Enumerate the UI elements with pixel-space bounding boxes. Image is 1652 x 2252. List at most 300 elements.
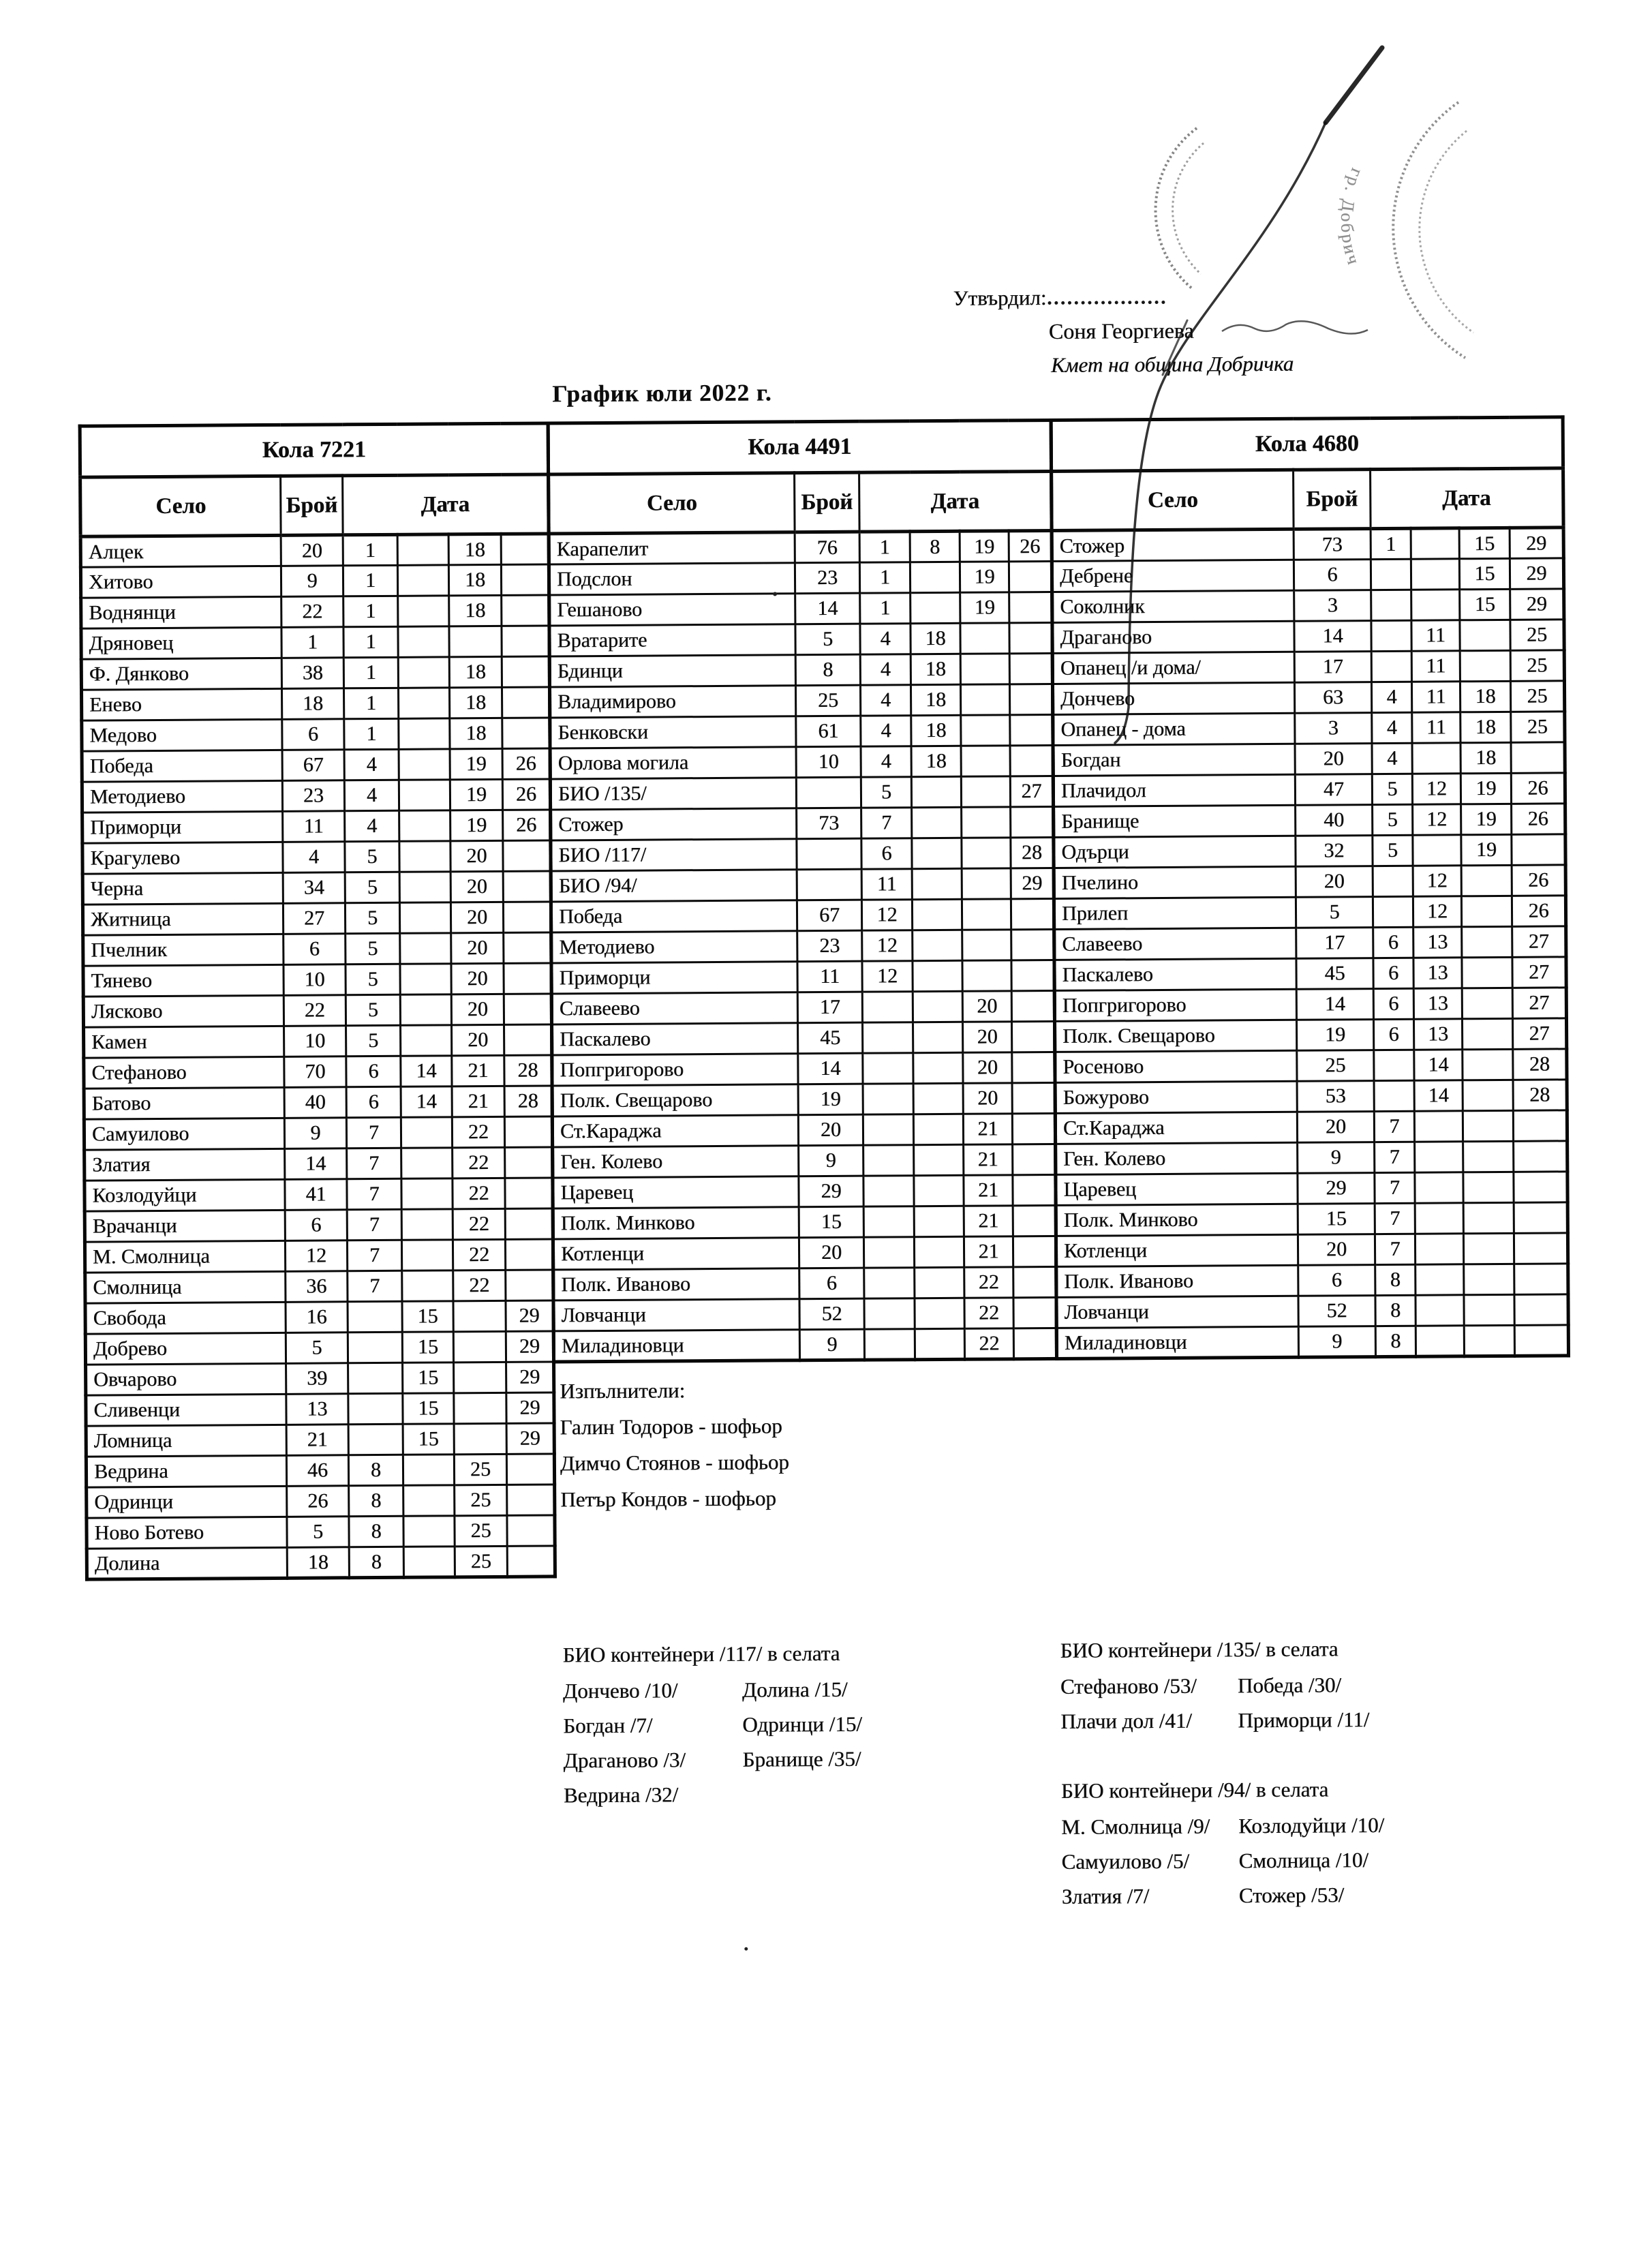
table-row [552,1082,1055,1116]
date-cell: 19 [960,592,1009,623]
date-cell: 7 [861,808,912,838]
date-cell [403,1485,455,1516]
village-cell: Ломница [86,1425,286,1457]
approval-line [953,283,1165,311]
village-cell: Крагулево [82,842,283,874]
table-row [86,1362,554,1395]
table-row [86,1393,554,1426]
table-row [549,622,1052,656]
date-cell: 27 [1512,957,1566,988]
date-cell [1013,1297,1056,1328]
date-cell: 20 [450,871,503,902]
date-cell [1411,559,1459,590]
date-cell: 14 [401,1086,452,1117]
date-cell: 29 [1510,558,1563,589]
count-cell: 40 [284,1087,346,1119]
date-cell: 20 [962,991,1011,1022]
date-cell [403,1516,455,1547]
date-cell [913,960,962,991]
count-cell: 15 [1298,1204,1375,1235]
approver-role: Кмет на община Добричка [1051,351,1294,377]
date-cell [348,1363,403,1393]
village-cell: Победа [551,900,797,932]
table-row [1056,1233,1567,1267]
date-cell [1371,559,1411,590]
date-cell [912,838,962,868]
count-cell: 20 [799,1237,863,1268]
date-cell [913,1022,963,1052]
count-cell: 20 [1295,744,1372,775]
date-cell: 22 [453,1270,506,1300]
count-cell: 23 [797,930,862,962]
date-cell: 8 [349,1485,403,1516]
table-row [87,1485,555,1518]
date-cell: 12 [862,961,913,992]
date-cell [502,626,549,656]
date-cell [501,534,549,564]
date-cell: 20 [450,902,503,932]
date-cell: 20 [963,1083,1012,1114]
date-cell [1412,743,1460,774]
date-cell [1371,620,1411,651]
column-header-row [549,471,1052,534]
date-cell [1463,1080,1513,1110]
count-cell: 27 [283,903,345,934]
date-cell: 29 [506,1300,553,1331]
column-header-date: Дата [343,474,549,535]
table-row [553,1174,1056,1208]
date-cell: 5 [1373,804,1413,835]
date-cell: 29 [506,1331,553,1362]
count-cell: 20 [281,535,343,566]
table-row [553,1328,1056,1362]
table-row [549,530,1052,564]
count-cell: 76 [795,532,859,563]
date-cell [1460,650,1510,681]
count-cell [796,777,861,808]
table-row [552,1052,1055,1086]
table-row [549,684,1052,718]
scan-speck [773,592,777,596]
count-cell: 5 [795,624,860,655]
date-cell: 7 [1375,1172,1415,1203]
date-cell [913,1083,963,1114]
table-row [84,1116,552,1150]
village-cell: Стожер [551,808,797,840]
table-row [550,776,1053,810]
table-row [553,1266,1056,1300]
date-cell [400,994,451,1025]
date-cell: 18 [449,595,502,626]
date-cell [403,1455,454,1485]
date-cell [507,1485,555,1515]
table-row [549,561,1052,595]
bio-village-item: Богдан /7/ [563,1713,653,1738]
date-cell: 1 [343,534,397,565]
date-cell [1463,1049,1513,1080]
count-cell: 9 [1298,1326,1375,1358]
date-cell [961,776,1010,807]
table-row [1055,1080,1567,1114]
date-cell [399,780,450,810]
village-cell: БИО /117/ [551,839,797,871]
date-cell [1009,592,1052,622]
column-header-village: Село [549,473,795,534]
date-cell [397,534,448,565]
bio-village-item: Дончево /10/ [562,1678,678,1703]
date-cell [397,565,448,596]
village-cell: Прилеп [1054,897,1296,929]
count-cell: 5 [287,1517,349,1548]
table-row [1055,1049,1567,1083]
date-cell [507,1546,555,1577]
date-cell: 1 [859,532,910,562]
count-cell: 8 [795,654,860,686]
date-cell: 29 [1011,868,1054,898]
date-cell [1513,1110,1567,1141]
table-row [82,718,550,751]
date-cell [1464,1294,1514,1325]
date-cell: 25 [455,1546,507,1577]
date-cell [1514,1264,1568,1294]
table-row [83,994,551,1027]
bio-village-item: Плачи дол /41/ [1060,1708,1192,1733]
table-row [87,1515,555,1549]
village-cell: Методиево [82,780,282,812]
count-cell: 47 [1295,774,1372,806]
date-cell [1416,1295,1464,1326]
date-cell: 12 [1413,866,1461,896]
date-cell [912,899,962,930]
date-cell: 29 [506,1362,554,1393]
date-cell: 25 [1510,650,1564,681]
table-row [80,564,549,598]
date-cell [401,1178,453,1209]
count-cell: 6 [799,1268,864,1299]
bio-village-item: Смолница /10/ [1238,1848,1368,1873]
date-cell: 11 [861,869,912,900]
table-row [1056,1202,1567,1236]
date-cell: 15 [1459,558,1510,589]
date-cell [398,657,449,688]
table-row [1056,1264,1568,1298]
date-cell: 4 [860,685,911,716]
date-cell: 19 [960,531,1009,562]
count-cell: 3 [1295,713,1372,744]
village-cell: Вратарите [549,624,795,656]
date-cell [1013,1144,1056,1174]
date-cell: 27 [1512,988,1566,1018]
table-row [82,902,551,935]
date-cell [1416,1264,1464,1295]
count-cell: 67 [282,750,344,781]
date-cell [503,902,551,932]
column-header-count: Брой [795,472,860,532]
date-cell [1414,1111,1463,1142]
date-cell: 12 [1413,896,1461,927]
count-cell: 26 [287,1486,349,1517]
village-cell: Пчелино [1054,866,1296,898]
date-cell [1009,653,1052,684]
bio-village-item: Стожер /53/ [1238,1883,1345,1908]
date-cell: 21 [964,1236,1013,1267]
date-cell [915,1267,964,1298]
date-cell: 12 [861,900,912,930]
date-cell [1013,1328,1056,1358]
count-cell: 63 [1294,682,1371,714]
date-cell: 4 [1372,712,1412,743]
table-row [553,1144,1056,1178]
bio-village-item: Долина /15/ [741,1677,848,1702]
village-cell: Бдинци [549,655,795,687]
village-cell: Дончево [1052,682,1294,714]
date-cell: 22 [452,1116,504,1147]
date-cell [1374,1050,1414,1080]
count-cell: 19 [798,1084,863,1115]
table-row [1054,988,1566,1022]
table-row [82,810,551,843]
date-cell [505,1178,553,1208]
village-cell: Миладиновци [1056,1326,1298,1358]
count-cell: 9 [1298,1142,1375,1174]
date-cell [914,1175,964,1206]
date-cell: 26 [1009,530,1052,561]
table-row [86,1423,554,1457]
table-row [553,1205,1056,1239]
date-cell: 13 [1413,958,1462,988]
count-cell: 10 [284,964,346,996]
date-cell: 19 [1461,804,1512,834]
date-cell: 7 [1375,1142,1415,1172]
date-cell: 11 [1411,620,1460,651]
date-cell [1514,1141,1567,1172]
date-cell: 21 [452,1086,504,1116]
date-cell: 1 [344,718,399,749]
count-cell: 12 [285,1241,347,1272]
village-cell: Соколник [1052,590,1294,622]
date-cell [453,1331,506,1362]
count-cell: 9 [799,1329,864,1360]
village-cell: Тянево [83,964,284,996]
date-cell [863,1237,914,1268]
date-cell [914,1144,964,1175]
date-cell: 5 [345,902,399,933]
count-cell: 52 [799,1298,864,1330]
date-cell [910,562,960,592]
column-header-count: Брой [281,476,343,536]
date-cell [401,1240,453,1270]
count-cell: 40 [1296,805,1373,836]
village-cell: Попгригорово [1054,989,1296,1021]
village-cell: Хитово [80,566,281,598]
village-cell: Орлова могила [550,747,796,779]
count-cell: 29 [1298,1173,1375,1204]
date-cell [402,1270,453,1301]
date-cell: 29 [1510,528,1563,558]
count-cell: 45 [798,1022,863,1054]
date-cell [506,1270,553,1300]
table-row [84,1055,552,1089]
date-cell: 19 [1461,834,1512,865]
date-cell: 12 [1413,804,1461,835]
count-cell: 25 [1297,1050,1374,1082]
village-cell: Житница [82,903,283,935]
date-cell: 18 [1460,681,1510,712]
date-cell: 20 [451,994,504,1024]
count-cell: 41 [285,1179,347,1211]
bio-containers-94-block [1061,1770,1385,1914]
date-cell: 20 [450,840,503,871]
date-cell [403,1547,455,1577]
date-cell: 20 [452,1024,504,1055]
date-cell: 29 [506,1423,554,1454]
car-title: Кола 4680 [1051,417,1563,472]
date-cell [1009,622,1052,653]
date-cell: 18 [448,564,501,595]
date-cell [1013,1236,1056,1266]
village-cell: Бранище [1054,805,1296,837]
count-cell: 1 [281,627,343,658]
date-cell: 18 [911,684,960,715]
date-cell: 29 [1510,589,1564,620]
village-cell: Енево [81,688,281,720]
village-cell: Врачанци [85,1210,285,1242]
table-row [1052,558,1563,592]
village-cell: Полк. Иваново [553,1268,799,1300]
count-cell: 4 [283,842,345,873]
date-cell: 28 [1011,837,1054,868]
village-cell: Самуилово [84,1118,284,1150]
table-row [553,1297,1056,1331]
date-cell: 8 [349,1547,403,1577]
count-cell: 9 [281,566,343,597]
date-cell [1463,1233,1514,1264]
executor-name: Петър Кондов - шофьор [560,1486,776,1512]
date-cell: 26 [502,748,550,779]
date-cell: 25 [455,1515,507,1546]
date-cell [960,654,1009,684]
table-row [83,932,551,966]
date-cell: 19 [960,562,1009,592]
bio-village-item: Одринци /15/ [742,1711,862,1737]
count-cell: 19 [1296,1020,1373,1051]
date-cell [914,1206,964,1236]
date-cell [913,1114,963,1144]
date-cell: 5 [345,841,399,872]
village-cell: Методиево [551,931,797,963]
table-row [1054,834,1565,868]
car-title-row [80,423,548,477]
date-cell [1512,834,1565,865]
count-cell: 11 [283,811,345,842]
date-cell [1011,806,1054,837]
date-cell [863,1022,913,1053]
village-cell: Опанец /и дома/ [1052,652,1294,684]
date-cell [915,1298,964,1328]
date-cell: 1 [343,657,398,688]
count-cell: 20 [1296,866,1373,898]
schedule-table-kola-4491 [547,419,1058,1364]
village-cell: Стефаново [84,1056,284,1089]
village-cell: Ловчанци [1056,1296,1298,1328]
count-cell: 14 [1294,621,1371,652]
date-cell [1373,896,1413,927]
village-cell: Славеево [551,992,797,1024]
count-cell: 17 [1296,928,1373,959]
date-cell [398,626,449,657]
village-cell: Полк. Минково [1056,1204,1298,1236]
date-cell [863,1176,914,1206]
table-row [81,656,549,690]
date-cell: 18 [911,654,960,684]
village-cell: Приморци [82,811,283,843]
date-cell [401,1025,452,1056]
date-cell: 21 [452,1055,504,1086]
date-cell [1415,1142,1463,1172]
bio-village-item: Бранище /35/ [742,1746,861,1771]
village-cell: БИО /135/ [550,778,796,810]
date-cell: 15 [403,1363,454,1393]
date-cell: 4 [344,749,399,780]
date-cell [1012,1082,1055,1113]
date-cell [1464,1325,1514,1356]
date-cell [862,992,913,1022]
table-row [1053,742,1565,776]
date-cell: 5 [346,964,400,994]
village-cell: Полк. Минково [553,1207,799,1239]
date-cell: 28 [1513,1049,1567,1080]
table-row [85,1270,553,1303]
date-cell [1415,1234,1463,1264]
date-cell: 4 [861,716,911,746]
date-cell: 18 [911,746,961,776]
date-cell [962,807,1011,838]
table-row [1056,1294,1568,1328]
date-cell: 26 [1512,804,1565,834]
date-cell: 19 [450,810,503,840]
date-cell: 1 [343,688,398,718]
signature-dotted-line [1047,283,1165,305]
date-cell [503,840,551,871]
date-cell [1415,1203,1463,1234]
car-title: Кола 7221 [80,423,548,477]
date-cell [1011,898,1054,929]
date-cell: 26 [502,779,550,810]
table-row [1053,773,1565,807]
date-cell [501,564,549,595]
date-cell: 14 [1414,1080,1463,1111]
date-cell: 8 [349,1516,403,1547]
bio-village-item: Стефаново /53/ [1060,1673,1197,1699]
date-cell: 6 [1373,1019,1413,1050]
date-cell [502,687,549,718]
count-cell: 45 [1296,958,1373,990]
date-cell [863,1145,914,1176]
date-cell [1371,590,1411,620]
executors-block [560,1371,789,1517]
village-cell: Бенковски [550,716,796,748]
date-cell: 1 [859,562,910,593]
date-cell: 1 [1371,528,1411,559]
date-cell: 5 [1372,774,1412,804]
date-cell [504,1024,552,1055]
count-cell: 10 [284,1026,346,1057]
date-cell: 19 [450,748,502,779]
date-cell: 29 [506,1393,554,1423]
table-row [1056,1141,1567,1175]
date-cell [400,933,451,964]
date-cell [863,1206,914,1237]
